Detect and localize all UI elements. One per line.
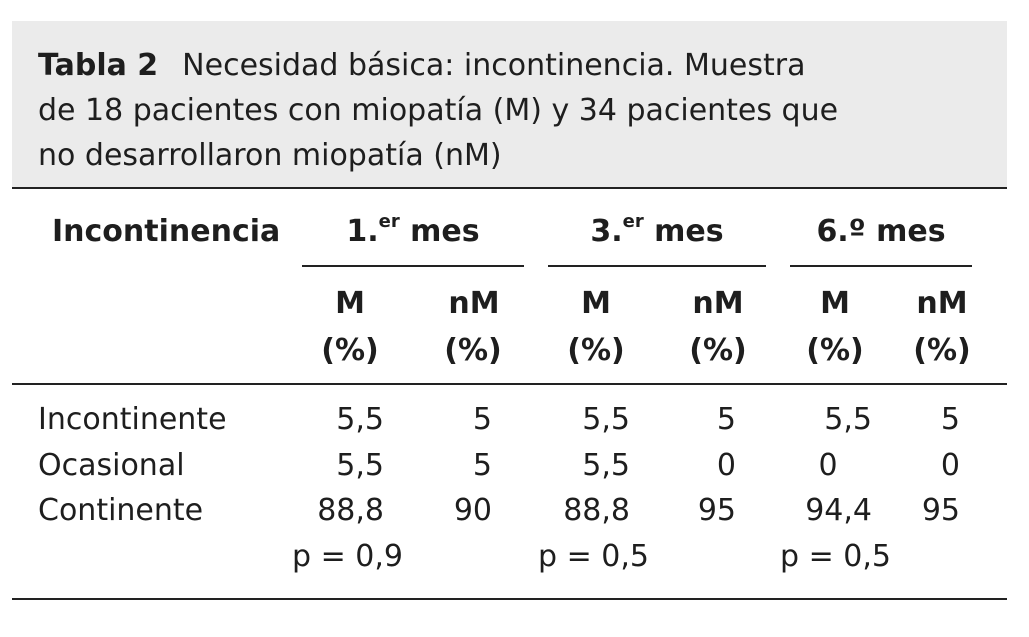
p-value-month-1: p = 0,9 bbox=[292, 539, 403, 574]
header-incontinencia: Incontinencia bbox=[52, 214, 281, 249]
period-3-word: mes bbox=[643, 214, 724, 249]
sub-pct-m-6: (%) bbox=[806, 333, 864, 368]
cell: 0 bbox=[716, 448, 736, 483]
sub-nm-3: nM bbox=[692, 286, 744, 321]
period-6-num: 6.º bbox=[816, 214, 866, 249]
sub-nm-1: nM bbox=[448, 286, 500, 321]
period-6-underline bbox=[790, 265, 972, 267]
row-label-ocasional: Ocasional bbox=[38, 448, 185, 483]
period-1-num: 1. bbox=[346, 214, 379, 249]
table-number: Tabla 2 bbox=[38, 48, 159, 83]
cell: 5 bbox=[472, 448, 492, 483]
sub-nm-6: nM bbox=[916, 286, 968, 321]
cell: 90 bbox=[453, 493, 492, 528]
period-6-word: mes bbox=[865, 214, 946, 249]
p-value-month-6: p = 0,5 bbox=[780, 539, 891, 574]
cell: 88,8 bbox=[317, 493, 384, 528]
table-bottom-rule bbox=[12, 598, 1007, 600]
cell: 5 bbox=[472, 402, 492, 437]
header-period-6 bbox=[790, 214, 972, 250]
cell: 5,5 bbox=[336, 448, 384, 483]
table-caption bbox=[38, 43, 838, 178]
cell: 5,5 bbox=[582, 402, 630, 437]
cell: 5 bbox=[940, 402, 960, 437]
period-1-word: mes bbox=[399, 214, 480, 249]
sub-m-1: M bbox=[335, 286, 365, 321]
sub-pct-m-1: (%) bbox=[321, 333, 379, 368]
row-label-continente: Continente bbox=[38, 493, 204, 528]
cell: 0 bbox=[940, 448, 960, 483]
period-1-underline bbox=[302, 265, 524, 267]
cell: 88,8 bbox=[563, 493, 630, 528]
cell: 0 bbox=[818, 448, 838, 483]
period-3-sup: er bbox=[622, 211, 644, 232]
header-period-1 bbox=[302, 211, 524, 250]
cell: 5,5 bbox=[824, 402, 872, 437]
caption-line-1: Necesidad básica: incontinencia. Muestra bbox=[182, 48, 806, 83]
cell: 95 bbox=[921, 493, 960, 528]
period-1-sup: er bbox=[378, 211, 400, 232]
sub-pct-m-3: (%) bbox=[567, 333, 625, 368]
sub-m-3: M bbox=[581, 286, 611, 321]
cell: 94,4 bbox=[805, 493, 872, 528]
sub-pct-nm-6: (%) bbox=[913, 333, 971, 368]
sub-pct-nm-3: (%) bbox=[689, 333, 747, 368]
cell: 5,5 bbox=[336, 402, 384, 437]
caption-line-2: de 18 pacientes con miopatía (M) y 34 pacientes que bbox=[38, 93, 839, 128]
sub-pct-nm-1: (%) bbox=[444, 333, 502, 368]
header-bottom-rule bbox=[12, 383, 1007, 385]
period-3-underline bbox=[548, 265, 766, 267]
sub-m-6: M bbox=[820, 286, 850, 321]
cell: 95 bbox=[697, 493, 736, 528]
row-label-incontinente: Incontinente bbox=[38, 402, 227, 437]
table-caption-box bbox=[12, 21, 1007, 189]
cell: 5 bbox=[716, 402, 736, 437]
period-3-num: 3. bbox=[590, 214, 623, 249]
header-period-3 bbox=[548, 211, 766, 250]
cell: 5,5 bbox=[582, 448, 630, 483]
caption-line-3: no desarrollaron miopatía (nM) bbox=[38, 138, 502, 173]
p-value-month-3: p = 0,5 bbox=[538, 539, 649, 574]
